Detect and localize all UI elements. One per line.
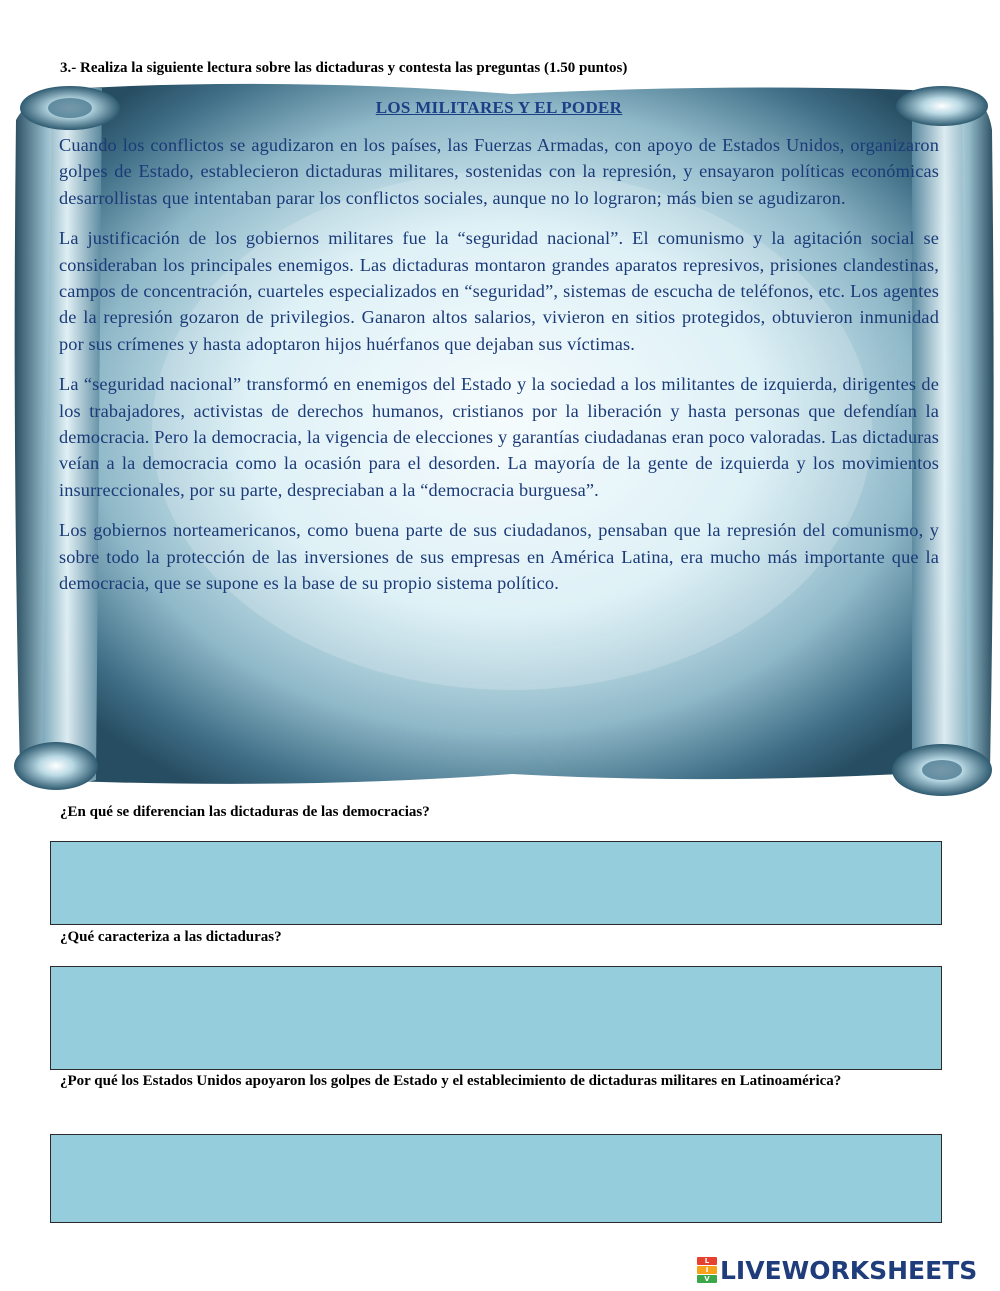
reading-passage xyxy=(59,98,939,611)
reading-paragraph-4: Los gobiernos norteamericanos, como buena parte de sus ciudadanos, pensaban que la represión del comunismo, y sobre todo la protección de las inversiones de sus empresas en América Latina, era mucho más importante que la democracia, que se supone es la base de su propio sistema político. xyxy=(59,520,939,594)
reading-title: LOS MILITARES Y EL PODER xyxy=(375,98,623,117)
logo-mark-icon xyxy=(697,1257,717,1284)
instruction-text: 3.- Realiza la siguiente lectura sobre las dictaduras y contesta las preguntas (1.50 puntos) xyxy=(60,60,628,76)
answer-box-1[interactable] xyxy=(50,841,942,925)
question-3: ¿Por qué los Estados Unidos apoyaron los golpes de Estado y el establecimiento de dictaduras militares en Latinoamérica? xyxy=(60,1073,842,1089)
question-1: ¿En qué se diferencian las dictaduras de las democracias? xyxy=(60,804,430,820)
reading-paragraph-3: La “seguridad nacional” transformó en enemigos del Estado y la sociedad a los militantes de izquierda, dirigentes de los trabajadores, activistas de derechos humanos, cristianos por la liberación y hasta personas que defendían la democracia. Pero la democracia, la vigencia de elecciones y garantías ciudadanas eran poco valoradas. Las dictaduras veían a la democracia como la ocasión para el desorden. La mayoría de la gente de izquierda y los movimientos insurreccionales, por su parte, despreciaban a la “democracia burguesa”. xyxy=(59,374,939,500)
logo-mark-letter: L xyxy=(697,1257,717,1265)
logo-text: LIVEWORKSHEETS xyxy=(720,1255,978,1285)
reading-paragraph-1: Cuando los conflictos se agudizaron en los países, las Fuerzas Armadas, con apoyo de Estados Unidos, organizaron golpes de Estado, establecieron dictaduras militares, sostenidas con la represión, y ensayaron políticas económicas desarrollistas que intentaban parar los conflictos sociales, aunque no lo lograron; más bien se agudizaron. xyxy=(59,135,939,208)
answer-box-3[interactable] xyxy=(50,1134,942,1223)
answer-box-2[interactable] xyxy=(50,966,942,1070)
question-2: ¿Qué caracteriza a las dictaduras? xyxy=(60,929,282,945)
logo-mark-letter: V xyxy=(697,1275,717,1283)
liveworksheets-logo xyxy=(697,1254,977,1286)
logo-mark-letter: I xyxy=(697,1266,717,1274)
reading-paragraph-2: La justificación de los gobiernos militares fue la “seguridad nacional”. El comunismo y la agitación social se consideraban los principales enemigos. Las dictaduras montaron grandes aparatos represivos, prisiones clandestinas, campos de concentración, cuarteles especializados en “seguridad”, sistemas de escucha de teléfonos, etc. Los agentes de la represión gozaron de privilegios. Ganaron altos salarios, vivieron en sitios protegidos, obtuvieron inmunidad por sus crímenes y hasta adoptaron hijos huérfanos que dejaban sus víctimas. xyxy=(59,228,939,354)
